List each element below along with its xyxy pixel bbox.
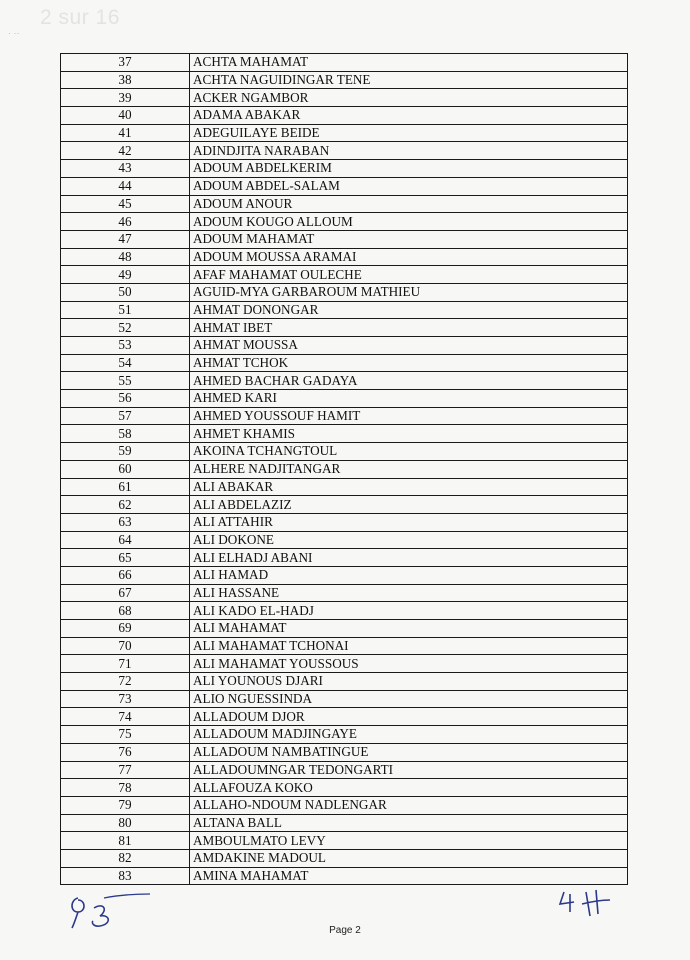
row-number: 43 [61, 160, 190, 178]
row-number: 57 [61, 407, 190, 425]
row-name: ALI ABAKAR [190, 478, 628, 496]
row-name: ALI DOKONE [190, 531, 628, 549]
row-number: 46 [61, 213, 190, 231]
row-name: ALI HASSANE [190, 584, 628, 602]
row-number: 65 [61, 549, 190, 567]
name-list-table [60, 53, 628, 885]
row-name: AHMAT DONONGAR [190, 301, 628, 319]
table-row [61, 708, 628, 726]
table-row [61, 230, 628, 248]
row-number: 75 [61, 726, 190, 744]
table-row [61, 354, 628, 372]
row-number: 50 [61, 283, 190, 301]
row-name: ALHERE NADJITANGAR [190, 460, 628, 478]
row-number: 41 [61, 124, 190, 142]
table-row [61, 637, 628, 655]
row-number: 69 [61, 620, 190, 638]
table-row [61, 283, 628, 301]
row-name: ALI KADO EL-HADJ [190, 602, 628, 620]
row-number: 64 [61, 531, 190, 549]
row-number: 61 [61, 478, 190, 496]
row-name: ALI ATTAHIR [190, 513, 628, 531]
row-number: 56 [61, 390, 190, 408]
row-name: ALLADOUM NAMBATINGUE [190, 743, 628, 761]
row-number: 48 [61, 248, 190, 266]
table-row [61, 71, 628, 89]
table-row [61, 54, 628, 72]
table-row [61, 779, 628, 797]
row-number: 82 [61, 849, 190, 867]
row-name: ADOUM MAHAMAT [190, 230, 628, 248]
row-name: AMINA MAHAMAT [190, 867, 628, 885]
table-row [61, 160, 628, 178]
row-number: 58 [61, 425, 190, 443]
row-number: 79 [61, 796, 190, 814]
table-row [61, 814, 628, 832]
table-row [61, 177, 628, 195]
table-row [61, 566, 628, 584]
row-name: ALI MAHAMAT TCHONAI [190, 637, 628, 655]
table-row [61, 832, 628, 850]
table-row [61, 213, 628, 231]
row-number: 78 [61, 779, 190, 797]
row-number: 42 [61, 142, 190, 160]
table-row [61, 513, 628, 531]
row-name: ALTANA BALL [190, 814, 628, 832]
row-number: 73 [61, 690, 190, 708]
handwritten-initials-icon [556, 886, 616, 920]
table-row [61, 301, 628, 319]
row-name: ALI ELHADJ ABANI [190, 549, 628, 567]
table-row [61, 89, 628, 107]
row-number: 37 [61, 54, 190, 72]
row-number: 62 [61, 496, 190, 514]
table-row [61, 584, 628, 602]
table-row [61, 620, 628, 638]
page-indicator: 2 sur 16 [40, 6, 120, 29]
row-number: 76 [61, 743, 190, 761]
row-name: ADINDJITA NARABAN [190, 142, 628, 160]
row-number: 70 [61, 637, 190, 655]
table-row [61, 142, 628, 160]
table-row [61, 602, 628, 620]
table-row [61, 549, 628, 567]
row-number: 66 [61, 566, 190, 584]
table-row [61, 443, 628, 461]
table-row [61, 460, 628, 478]
row-number: 49 [61, 266, 190, 284]
row-name: AGUID-MYA GARBAROUM MATHIEU [190, 283, 628, 301]
row-number: 81 [61, 832, 190, 850]
table-row [61, 849, 628, 867]
page-footer: Page 2 [329, 925, 361, 936]
row-name: AHMED KARI [190, 390, 628, 408]
row-name: ADAMA ABAKAR [190, 107, 628, 125]
row-name: ADEGUILAYE BEIDE [190, 124, 628, 142]
row-number: 54 [61, 354, 190, 372]
table-row [61, 407, 628, 425]
table-row [61, 124, 628, 142]
row-number: 67 [61, 584, 190, 602]
row-number: 39 [61, 89, 190, 107]
table-row [61, 690, 628, 708]
table-row [61, 478, 628, 496]
table-row [61, 867, 628, 885]
row-number: 45 [61, 195, 190, 213]
row-name: AFAF MAHAMAT OULECHE [190, 266, 628, 284]
row-name: AHMAT TCHOK [190, 354, 628, 372]
table-row [61, 266, 628, 284]
corner-mark: · ·· [8, 28, 20, 38]
table-row [61, 425, 628, 443]
row-name: ALI YOUNOUS DJARI [190, 673, 628, 691]
row-number: 60 [61, 460, 190, 478]
row-number: 71 [61, 655, 190, 673]
row-number: 77 [61, 761, 190, 779]
table-row [61, 673, 628, 691]
row-name: ADOUM ABDEL-SALAM [190, 177, 628, 195]
row-number: 44 [61, 177, 190, 195]
name-list-body [61, 54, 628, 885]
row-name: AHMED BACHAR GADAYA [190, 372, 628, 390]
row-number: 40 [61, 107, 190, 125]
name-list-table-container [60, 53, 628, 885]
table-row [61, 761, 628, 779]
row-name: AMBOULMATO LEVY [190, 832, 628, 850]
table-row [61, 743, 628, 761]
table-row [61, 372, 628, 390]
table-row [61, 531, 628, 549]
row-number: 53 [61, 337, 190, 355]
table-row [61, 726, 628, 744]
table-row [61, 796, 628, 814]
row-name: ALLAFOUZA KOKO [190, 779, 628, 797]
row-number: 74 [61, 708, 190, 726]
row-name: AHMET KHAMIS [190, 425, 628, 443]
row-name: ADOUM ABDELKERIM [190, 160, 628, 178]
table-row [61, 319, 628, 337]
row-name: ALI MAHAMAT [190, 620, 628, 638]
row-name: AHMED YOUSSOUF HAMIT [190, 407, 628, 425]
row-name: ACKER NGAMBOR [190, 89, 628, 107]
table-row [61, 337, 628, 355]
table-row [61, 195, 628, 213]
row-name: ALI HAMAD [190, 566, 628, 584]
row-number: 80 [61, 814, 190, 832]
row-number: 68 [61, 602, 190, 620]
row-number: 52 [61, 319, 190, 337]
row-name: ADOUM ANOUR [190, 195, 628, 213]
row-number: 47 [61, 230, 190, 248]
row-name: AHMAT IBET [190, 319, 628, 337]
row-number: 72 [61, 673, 190, 691]
row-name: ACHTA NAGUIDINGAR TENE [190, 71, 628, 89]
row-name: ALLAHO-NDOUM NADLENGAR [190, 796, 628, 814]
row-name: ALLADOUM MADJINGAYE [190, 726, 628, 744]
table-row [61, 655, 628, 673]
row-name: AMDAKINE MADOUL [190, 849, 628, 867]
row-number: 83 [61, 867, 190, 885]
row-name: AHMAT MOUSSA [190, 337, 628, 355]
row-number: 59 [61, 443, 190, 461]
row-name: ADOUM KOUGO ALLOUM [190, 213, 628, 231]
row-name: ALI ABDELAZIZ [190, 496, 628, 514]
table-row [61, 248, 628, 266]
row-name: ALLADOUMNGAR TEDONGARTI [190, 761, 628, 779]
row-name: ADOUM MOUSSA ARAMAI [190, 248, 628, 266]
table-row [61, 390, 628, 408]
row-name: AKOINA TCHANGTOUL [190, 443, 628, 461]
row-name: ALLADOUM DJOR [190, 708, 628, 726]
table-row [61, 496, 628, 514]
row-name: ACHTA MAHAMAT [190, 54, 628, 72]
row-number: 55 [61, 372, 190, 390]
table-row [61, 107, 628, 125]
row-number: 63 [61, 513, 190, 531]
row-name: ALIO NGUESSINDA [190, 690, 628, 708]
row-number: 51 [61, 301, 190, 319]
row-number: 38 [61, 71, 190, 89]
row-name: ALI MAHAMAT YOUSSOUS [190, 655, 628, 673]
